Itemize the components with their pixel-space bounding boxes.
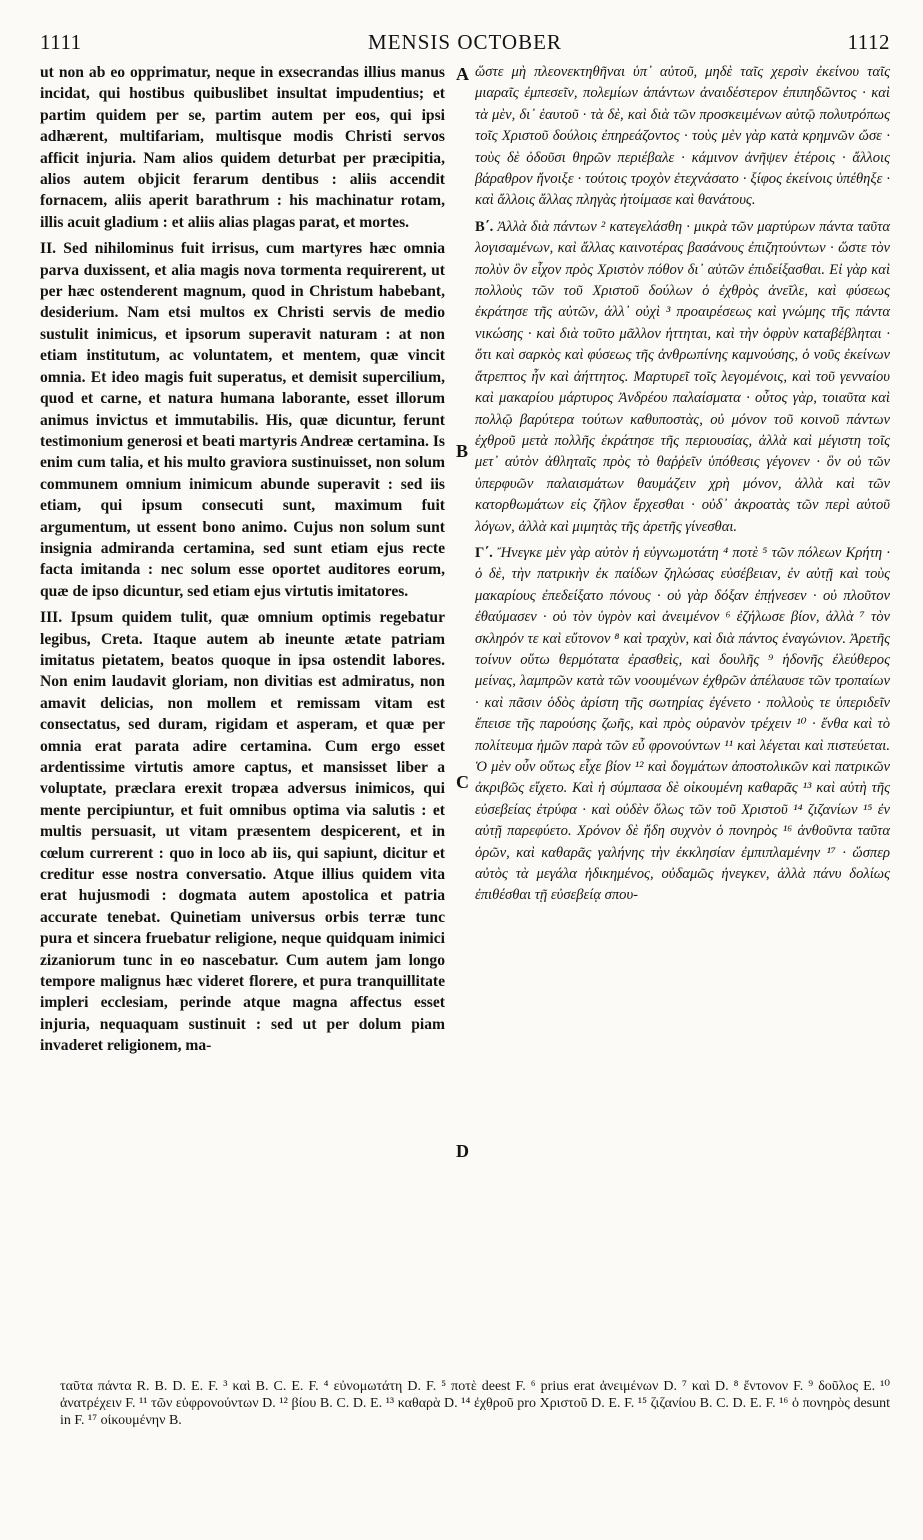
page-number-left: 1111	[40, 30, 82, 54]
footnotes: ταῦτα πάντα R. B. D. E. F. ³ καὶ B. C. E. F. ⁴ εὐνομωτάτη D. F. ⁵ ποτὲ deest F. ⁶ prius erat ἀνειμένων D. ⁷ καὶ D. ⁸ ἔντονον F. ⁹ δοῦλος E. ¹⁰ ἀνατρέχειν F. ¹¹ τῶν εὐφρονούντων D. ¹² βίου B. C. D. E. ¹³ καθαρὰ D. ¹⁴ ἐχθροῦ pro Χριστοῦ D. E. F. ¹⁵ ζιζανίου B. C. D. E. F. ¹⁶ ὁ πονηρὸς desunt in F. ¹⁷ οἰκουμένην B.	[60, 1379, 890, 1428]
section-number: Β΄.	[475, 218, 494, 235]
margin-letter-c: C	[456, 772, 469, 792]
section-number: Γ΄.	[475, 544, 493, 561]
greek-paragraph-3-text: Ἤνεγκε μὲν γὰρ αὐτὸν ἡ εὐγνωμοτάτη ⁴ ποτὲ ⁵ τῶν πόλεων Κρήτη · ὁ δὲ, τὴν πατρικὴν ἐκ παίδων ζηλώσας εὐσέβειαν, ἐν αὐτῇ καὶ τοὺς μακαρίους ἐπεδείξατο πόνους · οὐ γὰρ δόξαν ἐπῄνεσεν · οὐ πλοῦτον ἐθαύμασεν · οὐ τὸν ὑγρὸν καὶ ἀνειμένον ⁶ ἐζήλωσε βίον, ἀλλὰ ⁷ τὸν σκληρόν τε καὶ εὔτονον ⁸ καὶ τραχὺν, καὶ διὰ πάντος ἐναγώνιον. Ἀρετῆς τοίνυν οὕτω θερμότατα ἐρασθεὶς, καὶ δουλῆς ⁹ ἡδονῆς ἐλεύθερος μείνας, λαμπρῶν κατὰ τῶν νοουμένων ἐχθρῶν ἀπέλαυσε τῶν τροπαίων · καὶ πᾶσιν ὁδὸς ἀρίστη τῆς σωτηρίας ἐγένετο · πολλοὺς τε ὑπεριδεῖν ἔπεισε τῆς παρούσης ζωῆς, καὶ πρὸς οὐρανὸν τρέχειν ¹⁰ · ἔνθα καὶ τὸ πολίτευμα ἡμῶν παρὰ τῶν εὖ φρονούντων ¹¹ καὶ λέγεται καὶ πιστεύεται. Ὁ μὲν οὖν οὕτως εἶχε βίον ¹² καὶ δογμάτων ἀποστολικῶν καὶ πατρικῶν ἀκριβῶς εἴχετο. Καὶ ἡ σύμπασα δὲ οἰκουμένη καθαρᾶς ¹³ καὶ αὐτὴ τῆς εὐσεβείας ἐτρύφα · καὶ οὐδὲν ὅλως τῶν τοῦ Χριστοῦ ¹⁴ ζιζανίων ¹⁵ ἐν αὐτῇ παρεφύετο. Χρόνον δὲ ἤδη συχνὸν ὁ πονηρὸς ¹⁶ ἀνθοῦντα ταῦτα ὁρῶν, καὶ καθαρᾶς γαλήνης τὴν ἐκκλησίαν ἐμπιπλαμένην ¹⁷ · ὥσπερ αὐτὸς τὰ μεγάλα ἠδικημένος, οὐδαμῶς ἠνεγκεν, ἀλλὰ πάνυ δολίως ἐπιθέσθαι τῇ εὐσεβείᾳ σπου-	[475, 544, 890, 904]
page-number-right: 1112	[847, 30, 890, 54]
latin-paragraph-2	[40, 238, 445, 602]
greek-paragraph-2-text: Ἀλλὰ διὰ πάντων ² κατεγελάσθη · μικρὰ τῶν μαρτύρων πάντα ταῦτα λογισαμένων, καὶ ἄλλας καινοτέρας βασάνους ἐπιζητούντων · ὥστε τὸν πολὺν ὃν εἶχον πρὸς Χριστὸν πόθον δι᾽ αὐτῶν ἐπιδείξασθαι. Εἰ γὰρ καὶ πολλοὺς τῶν τοῦ Χριστοῦ δούλων ὁ ἐχθρὸς ἀνεῖλε, καὶ φύσεως ἐκράτησε τῆς αὐτῶν, ἀλλ᾽ οὐχὶ ³ προαιρέσεως καὶ γνώμης τῆς πάντα νικώσης · καὶ διὰ τοῦτο μᾶλλον ἡττηται, καὶ τὴν ὀφρὺν καταβέβληται · ὅτι καὶ σαρκὸς καὶ φύσεως τῆς ἀνθρωπίνης καμνούσης, ὁ νοῦς ἐκείνων ἄτρεπτος ἦν καὶ ἀήττητος. Μαρτυρεῖ τοῖς λεγομένοις, καὶ τοῦ γενναίου καὶ μακαρίου μάρτυρος Ἀνδρέου παλαίσματα · οὗτος γὰρ, τοιαῦτα καὶ πολλῷ βαρύτερα τούτων καθυποστὰς, οὐ μόνον τοῦ κοινοῦ πάντων ἐχθροῦ μετὰ πολλῆς ἐκράτησε τῆς περιουσίας, ἀλλὰ καὶ μέγιστη τοῖς μετ᾽ αὐτὸν ἀθληταῖς πρὸς τὸ θαῤῥεῖν ὑπόθεσις γέγονεν · ὃν οὐ τῶν ὑπερφυῶν παλαισμάτων θαυμάζειν χρὴ μόνον, ἀλλὰ καὶ τῶν κατορθωμάτων εἰς ζῆλον ἔρχεσθαι · οὐδ᾽ ἀκροατὰς τῶν περὶ αὐτοῦ λόγων, ἀλλὰ καὶ μιμητὰς τῆς ἀρετῆς γίνεσθαι.	[475, 218, 891, 535]
latin-intro-paragraph: ut non ab eo opprimatur, neque in exsecrandas illius manus incidat, qui hostibus quibuslibet insultat impudentius; et partim quidem per se, partim autem per eos, qui ipsi adhærent, multifariam, multisque modis Christi servos afficit injuria. Nam alios quidem deturbat per præcipitia, alios autem objicit ferarum dentibus : aliis accendit fornacem, aliis aperit barathrum : his machinatur rotam, illis acuit gladium : et aliis alias plagas parat, et mortes.	[40, 64, 445, 231]
margin-letter-b: B	[456, 441, 469, 461]
section-number: III.	[40, 609, 63, 627]
latin-column	[40, 62, 445, 1057]
latin-paragraph-3	[40, 607, 445, 1057]
greek-intro-paragraph: ὥστε μὴ πλεονεκτηθῆναι ὑπ᾽ αὐτοῦ, μηδὲ ταῖς χερσὶν ἐκείνου ταῖς μιαραῖς ἐμπεσεῖν, πολεμίων ἁπάντων ἀναιδέστερον ἐπιπηδῶντος · καὶ τὰ μὲν, δι᾽ ἑαυτοῦ · τὰ δὲ, καὶ διὰ τῶν προσκειμένων αὐτῷ πολυτρόπως τοῖς Χριστοῦ δούλοις ἐπηρεάζοντος · τοὺς μὲν γὰρ κατὰ κρημνῶν ὤσε · τοὺς δὲ ὀδοῦσι θηρῶν περιέβαλε · κάμινον ἀνῆψεν ἑτέροις · ἄλλοις βάραθρον ἤνοιξε · τούτοις τροχὸν ἐτεχνάσατο · ξίφος ἐκείνοις ὑπέθηξε · καὶ ἄλλοις ἄλλας πληγὰς ἡτοίμασε καὶ θανάτους.	[475, 64, 890, 209]
margin-letter-d: D	[456, 1141, 469, 1161]
section-number: II.	[40, 240, 57, 258]
running-title: MENSIS OCTOBER	[368, 30, 562, 54]
margin-letter-a: A	[456, 64, 469, 84]
greek-column	[475, 62, 890, 907]
latin-paragraph-3-text: Ipsum quidem tulit, quæ omnium optimis regebatur legibus, Creta. Itaque autem ab ineunte ætate patriam imitatus pietatem, beatos quoque in ipsa ostendit labores. Non enim laudavit gloriam, non divitias est admiratus, non amavit delicias, non mollem et remissam vitam est consectatus, sed duram, rigidam et asperam, et quæ per omnia erat parata adire certamina. Cum ergo esset ardentissime virtutis amore captus, et mansisset liber a voluptate, præclara erexit tropæa adversus inimicos, qui mente percipiuntur, et fuit omnibus optima via salutis : et multis persuasit, ut vitam præsentem despicerent, et in cœlum currerent : quo in loco ab iis, qui sapiunt, dicitur et creditur esse nostra conversatio. Atque illius quidem vita erat hujusmodi : dogmata autem apostolica et patria accurate tenebat. Quinetiam universus orbis terræ tunc pura et sincera fruebatur religione, neque quidquam inimici zizaniorum tunc in eo nascebatur. Cum autem jam longo tempore malignus hæc videret florere, et pura tranquillitate impleri ecclesiam, perinde atque magna affectus esset injuria, nequaquam sustinuit : sed ut per dolum piam invaderet religionem, ma-	[40, 609, 445, 1055]
latin-paragraph-2-text: Sed nihilominus fuit irrisus, cum martyres hæc omnia parva duxissent, et alia magis nova tormenta requirerent, ut per hæc ostenderent magnum, quod in Christum habebant, desiderium. Nam etsi multos ex Christi servis de medio sustulit inimicus, et ipsorum superavit naturam : at non etiam institutum, ac voluntatem, et mentem, quæ vincit omnia. Et ideo magis fuit superatus, et demisit supercilium, quod et carne, et natura humana laborante, esset illorum animus invictus et immutabilis. His, quæ dicuntur, ferunt testimonium generosi et beati martyris Andreæ certamina. Is enim cum talia, et his multo graviora sustinuisset, non solum communem omnium inimicum abunde superavit : sed iis etiam, qui ipsum consecuti sunt, maximum fuit argumentum, ut essent bono animo. Cujus non solum sunt insignia admiranda certamina, sed sunt etiam ejus recte facta imitanda : nec solum esse oportet auditores eorum, quæ de ipso dicuntur, sed etiam ejus virtutis imitatores.	[40, 240, 445, 600]
greek-paragraph-2	[475, 217, 890, 538]
page-header	[40, 30, 890, 62]
greek-paragraph-3	[475, 543, 890, 907]
